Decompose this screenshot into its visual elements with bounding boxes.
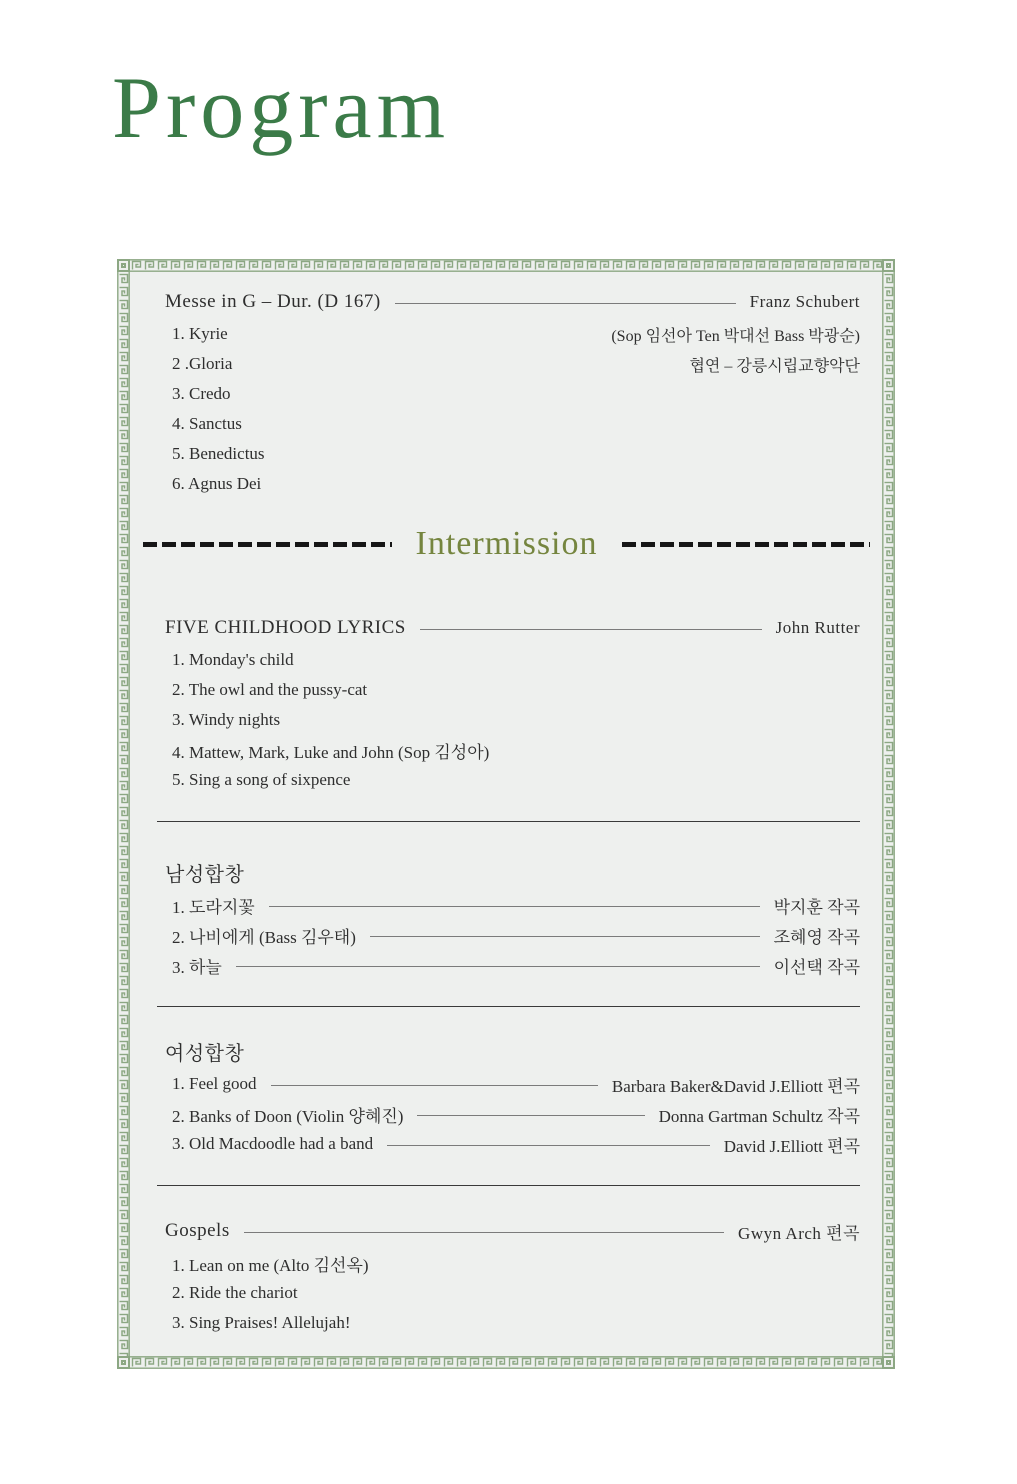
item-credit: 박지훈 작곡 [773,897,860,917]
section-header [165,1214,860,1248]
item-label: 1. Feel good [172,1074,257,1093]
page-title: Program [112,60,451,157]
item-label: 1. Kyrie [172,324,228,343]
program-item [165,349,860,379]
program-item [165,765,860,795]
section-credit: Franz Schubert [749,292,860,311]
program-item [165,379,860,409]
corner-ornament-bottom-right [882,1356,895,1369]
program-item [165,1308,860,1338]
section-title: Messe in G – Dur. (D 167) [165,291,381,312]
section-divider [157,1006,860,1007]
item-label: 3. Windy nights [172,710,281,729]
item-credit: 조혜영 작곡 [773,927,860,947]
program-item [165,890,860,920]
section-header [165,611,860,645]
corner-ornament-top-left [117,259,130,272]
item-credit: David J.Elliott 편곡 [723,1136,860,1156]
item-label: 2 .Gloria [172,354,233,373]
greek-key-border-left [117,272,130,1356]
item-label: 6. Agnus Dei [172,474,262,493]
section-header [165,854,860,890]
corner-ornament-top-right [882,259,895,272]
section-divider [157,1185,860,1186]
program-item [165,920,860,950]
item-label: 4. Mattew, Mark, Luke and John (Sop 김성아) [172,742,490,762]
program-item [165,1278,860,1308]
item-credit: Barbara Baker&David J.Elliott 편곡 [611,1076,860,1096]
item-label: 1. 도라지꽃 [172,897,255,917]
program-item [165,1248,860,1278]
dash-line-right [622,542,871,547]
item-leader-line [269,906,760,907]
section-leader-line [395,303,736,304]
greek-key-border-right [882,272,895,1356]
section-leader-line [420,629,762,630]
section-divider [157,821,860,822]
item-leader-line [236,966,760,967]
section-mens-chorus [165,854,860,980]
item-label: 5. Benedictus [172,444,265,463]
program-item [165,675,860,705]
item-label: 2. Banks of Doon (Violin 양혜진) [172,1106,404,1126]
greek-key-border-top [130,259,882,272]
program-item [165,1129,860,1159]
section-leader-line [244,1232,724,1233]
item-leader-line [387,1145,710,1146]
item-leader-line [370,936,760,937]
program-item [165,705,860,735]
item-label: 4. Sanctus [172,414,242,433]
section-credit: John Rutter [775,618,860,637]
section-five-childhood-lyrics [165,611,860,795]
program-item [165,439,860,469]
section-womens-chorus [165,1033,860,1159]
program-item [165,735,860,765]
program-item [165,469,860,499]
program-item [165,319,860,349]
item-label: 3. Credo [172,384,231,403]
intermission-label: Intermission [415,525,598,562]
item-label: 2. The owl and the pussy-cat [172,680,368,699]
section-title: Gospels [165,1220,230,1241]
program-content [130,272,882,1356]
item-credit: Donna Gartman Schultz 작곡 [658,1106,860,1126]
program-item [165,645,860,675]
item-label: 1. Lean on me (Alto 김선옥) [172,1255,369,1275]
item-note: (Sop 임선아 Ten 박대선 Bass 박광순) [611,327,860,345]
item-label: 3. Sing Praises! Allelujah! [172,1313,351,1332]
program-item [165,1069,860,1099]
section-title: FIVE CHILDHOOD LYRICS [165,617,406,638]
item-label: 5. Sing a song of sixpence [172,770,351,789]
section-messe [165,285,860,499]
intermission-divider [143,521,870,567]
dash-line-left [143,542,392,547]
corner-ornament-bottom-left [117,1356,130,1369]
item-label: 2. Ride the chariot [172,1283,298,1302]
program-item [165,950,860,980]
item-credit: 이선택 작곡 [773,957,860,977]
item-leader-line [417,1115,644,1116]
program-item [165,1099,860,1129]
program-frame [117,259,895,1369]
section-title: 여성합창 [165,1042,245,1065]
item-note: 협연 – 강릉시립교향악단 [689,357,860,375]
item-label: 1. Monday's child [172,650,294,669]
section-gospels [165,1214,860,1338]
greek-key-border-bottom [130,1356,882,1369]
section-header [165,285,860,319]
item-leader-line [271,1085,598,1086]
section-credit: Gwyn Arch 편곡 [738,1223,860,1243]
program-item [165,409,860,439]
section-title: 남성합창 [165,863,245,886]
item-label: 3. 하늘 [172,957,222,977]
section-header [165,1033,860,1069]
item-label: 3. Old Macdoodle had a band [172,1134,374,1153]
item-label: 2. 나비에게 (Bass 김우태) [172,927,356,947]
